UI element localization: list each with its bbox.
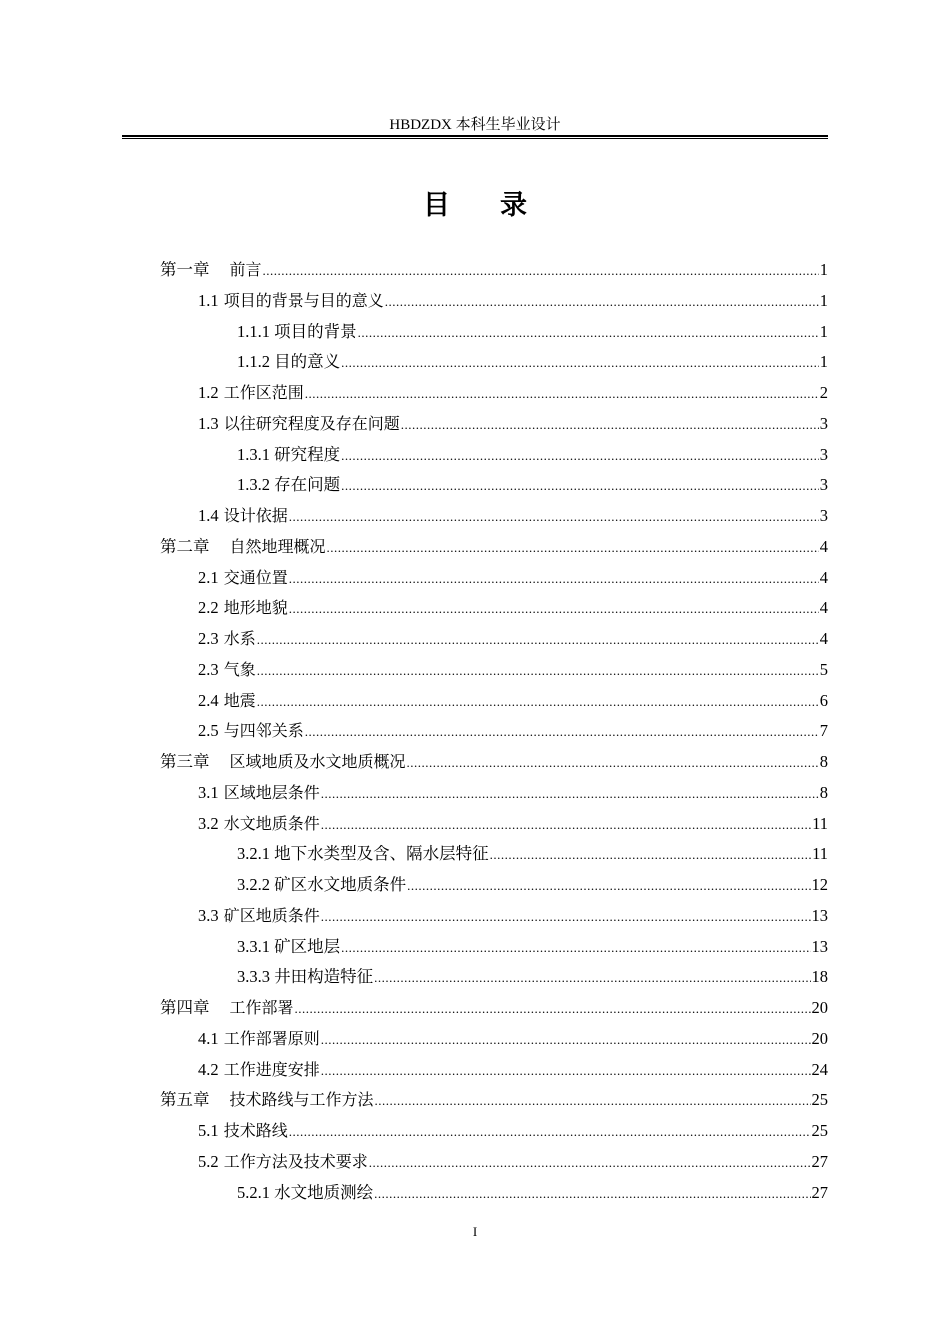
toc-entry-page: 7: [819, 721, 828, 741]
toc-dot-leader: [374, 963, 810, 994]
toc-entry-number: 2.3: [198, 629, 219, 648]
toc-entry[interactable]: [160, 1024, 828, 1055]
toc-entry-page: 4: [819, 567, 828, 587]
toc-entry[interactable]: [160, 901, 828, 932]
toc-entry[interactable]: [160, 563, 828, 594]
toc-entry-title: 技术路线: [223, 1121, 288, 1140]
toc-entry[interactable]: [160, 593, 828, 624]
toc-dot-leader: [295, 994, 811, 1025]
toc-entry-number: 5.2.1: [237, 1182, 270, 1202]
toc-entry-label: [160, 993, 294, 1024]
toc-entry-label: [198, 809, 320, 840]
toc-entry-page: 20: [811, 1028, 828, 1048]
toc-entry-number: 3.3: [198, 905, 219, 925]
toc-entry-page: 11: [812, 813, 828, 833]
toc-dot-leader: [401, 410, 819, 441]
toc-dot-leader: [257, 687, 819, 718]
toc-dot-leader: [341, 933, 810, 964]
toc-entry-title: 地下水类型及含、隔水层特征: [274, 844, 489, 864]
toc-entry-title: 地震: [223, 690, 256, 710]
toc-entry-page: 1: [819, 321, 828, 341]
toc-entry-label: [198, 624, 256, 655]
toc-entry-number: 2.5: [198, 721, 219, 741]
toc-entry-title: 研究程度: [274, 444, 341, 464]
toc-dot-leader: [289, 502, 819, 533]
toc-entry-title: 工作部署原则: [223, 1028, 320, 1048]
page-number: I: [472, 1224, 478, 1239]
toc-entry[interactable]: [160, 347, 828, 378]
toc-entry-title: 交通位置: [223, 567, 288, 587]
toc-entry-label: [237, 317, 357, 348]
toc-entry[interactable]: [160, 378, 828, 409]
toc-entry-title: 项目的背景与目的意义: [223, 290, 384, 310]
toc-entry-title: 目的意义: [274, 352, 341, 372]
toc-dot-leader: [321, 902, 811, 933]
toc-entry-page: 5: [819, 659, 828, 679]
toc-entry-title: 前言: [229, 260, 262, 279]
toc-entry-number: 3.1: [198, 782, 219, 802]
toc-entry[interactable]: [160, 1055, 828, 1086]
toc-entry-page: 6: [819, 690, 828, 710]
toc-entry[interactable]: [160, 317, 828, 348]
toc-entry[interactable]: [160, 501, 828, 532]
toc-entry-number: 2.1: [198, 567, 219, 587]
toc-entry-number: 1.2: [198, 383, 219, 402]
toc-entry-title: 水文地质测绘: [274, 1182, 374, 1202]
toc-entry-number: 2.3: [198, 659, 219, 679]
toc-dot-leader: [341, 471, 819, 502]
toc-entry-label: [198, 501, 288, 532]
toc-entry-title: 井田构造特征: [274, 967, 374, 987]
header-rule-thin: [122, 138, 828, 139]
toc-entry-title: 区域地质及水文地质概况: [229, 752, 406, 771]
toc-entry-page: 8: [819, 782, 828, 802]
toc-dot-leader: [289, 594, 819, 625]
toc-entry-page: 3: [819, 506, 828, 525]
toc-dot-leader: [341, 441, 819, 472]
toc-entry-page: 12: [811, 875, 828, 894]
toc-entry-page: 3: [819, 444, 828, 464]
running-header: HBDZDX 本科生毕业设计: [389, 117, 561, 133]
toc-entry-label: [237, 1178, 373, 1209]
toc-entry[interactable]: [160, 778, 828, 809]
toc-entry-number: 1.4: [198, 506, 219, 525]
toc-entry-label: [198, 686, 256, 717]
toc-entry-page: 25: [811, 1090, 828, 1110]
toc-dot-leader: [369, 1148, 811, 1179]
toc-entry[interactable]: [160, 532, 828, 563]
toc-entry[interactable]: [160, 286, 828, 317]
toc-entry-page: 8: [819, 752, 828, 771]
toc-entry-number: 1.3: [198, 413, 219, 433]
toc-entry-label: [198, 1147, 368, 1178]
toc-entry-title: 以往研究程度及存在问题: [223, 413, 400, 433]
toc-entry[interactable]: [160, 1116, 828, 1147]
toc-entry-page: 1: [819, 352, 828, 372]
toc-dot-leader: [327, 533, 819, 564]
toc-entry-title: 矿区地质条件: [223, 905, 320, 925]
toc-entry-title: 地形地貌: [223, 598, 288, 618]
toc-entry-page: 27: [811, 1151, 828, 1171]
toc-entry-label: [237, 347, 340, 378]
toc-entry-page: 4: [819, 536, 828, 556]
toc-entry[interactable]: [160, 870, 828, 901]
toc-dot-leader: [305, 717, 819, 748]
toc-entry-label: [198, 778, 320, 809]
toc-entry-number: 4.2: [198, 1059, 219, 1079]
toc-entry[interactable]: [160, 1147, 828, 1178]
toc-entry-label: [198, 286, 384, 317]
toc-entry[interactable]: [160, 255, 828, 286]
toc-entry-label: [237, 870, 406, 901]
toc-entry-number: 5.2: [198, 1151, 219, 1171]
toc-entry-title: 水文地质条件: [223, 813, 320, 833]
toc-entry-number: 2.4: [198, 690, 219, 710]
toc-entry-number: 3.2: [198, 813, 219, 833]
toc-entry-page: 4: [819, 629, 828, 648]
toc-entry[interactable]: [160, 809, 828, 840]
toc-entry-title: 与四邻关系: [223, 721, 304, 741]
toc-entry-label: [160, 532, 326, 563]
toc-entry-label: [237, 962, 373, 993]
toc-entry-title: 工作部署: [229, 998, 294, 1017]
toc-entry[interactable]: [160, 932, 828, 963]
toc-entry-label: [160, 255, 262, 286]
toc-entry-number: 第一章: [160, 260, 210, 279]
toc-entry-title: 矿区地层: [274, 936, 341, 956]
toc-entry[interactable]: [160, 839, 828, 870]
toc-dot-leader: [321, 1025, 811, 1056]
toc-entry-page: 3: [819, 413, 828, 433]
toc-entry-number: 4.1: [198, 1028, 219, 1048]
toc-dot-leader: [321, 810, 811, 841]
toc-dot-leader: [490, 840, 811, 871]
toc-entry-label: [198, 1055, 320, 1086]
toc-entry[interactable]: [160, 962, 828, 993]
toc-entry-number: 5.1: [198, 1121, 219, 1140]
toc-entry-label: [160, 747, 406, 778]
toc-entry-label: [198, 1116, 288, 1147]
toc-entry-title: 区域地层条件: [223, 782, 320, 802]
toc-entry-number: 第二章: [160, 536, 210, 556]
toc-entry-title: 自然地理概况: [229, 536, 326, 556]
toc-dot-leader: [341, 348, 819, 379]
toc-entry[interactable]: [160, 993, 828, 1024]
toc-entry-number: 3.2.1: [237, 844, 270, 864]
toc-dot-leader: [374, 1179, 810, 1210]
toc-dot-leader: [263, 256, 819, 287]
toc-entry-number: 1.3.2: [237, 475, 270, 495]
toc-entry-label: [237, 839, 489, 870]
toc-entry[interactable]: [160, 470, 828, 501]
toc-dot-leader: [358, 318, 819, 349]
toc-entry[interactable]: [160, 624, 828, 655]
toc-entry-page: 27: [811, 1182, 828, 1202]
toc-dot-leader: [305, 379, 819, 410]
toc-entry-label: [198, 563, 288, 594]
toc-entry-title: 工作进度安排: [223, 1059, 320, 1079]
toc-entry-number: 第五章: [160, 1090, 210, 1110]
toc-entry-number: 第三章: [160, 752, 210, 771]
toc-entry-number: 2.2: [198, 598, 219, 618]
toc-entry-page: 1: [819, 260, 828, 279]
toc-dot-leader: [407, 871, 810, 902]
toc-entry-number: 3.3.1: [237, 936, 270, 956]
toc-dot-leader: [257, 625, 819, 656]
toc-entry-number: 第四章: [160, 998, 210, 1017]
toc-dot-leader: [289, 564, 819, 595]
toc-dot-leader: [321, 779, 819, 810]
toc-entry-title: 存在问题: [274, 475, 341, 495]
toc-entry-page: 24: [811, 1059, 828, 1079]
toc-entry-label: [198, 593, 288, 624]
toc-entry-label: [160, 1085, 374, 1116]
toc-entry-page: 13: [811, 905, 828, 925]
toc-entry-title: 矿区水文地质条件: [274, 875, 407, 894]
toc-entry[interactable]: [160, 686, 828, 717]
table-of-contents: [160, 255, 828, 1208]
toc-dot-leader: [407, 748, 819, 779]
toc-entry-page: 20: [811, 998, 828, 1017]
toc-entry-title: 项目的背景: [274, 321, 357, 341]
toc-entry[interactable]: [160, 716, 828, 747]
toc-dot-leader: [257, 656, 819, 687]
toc-entry-number: 1.3.1: [237, 444, 270, 464]
toc-entry-title: 技术路线与工作方法: [229, 1090, 374, 1110]
toc-entry-title: 水系: [223, 629, 256, 648]
toc-entry-number: 1.1: [198, 290, 219, 310]
toc-entry-page: 13: [811, 936, 828, 956]
toc-entry-title: 工作区范围: [223, 383, 304, 402]
toc-entry-label: [198, 409, 400, 440]
toc-entry-page: 18: [811, 967, 828, 987]
toc-entry-page: 3: [819, 475, 828, 495]
toc-entry-number: 1.1.1: [237, 321, 270, 341]
toc-entry[interactable]: [160, 655, 828, 686]
toc-entry-label: [198, 655, 256, 686]
toc-entry-label: [198, 901, 320, 932]
toc-entry-page: 4: [819, 598, 828, 618]
toc-entry[interactable]: [160, 409, 828, 440]
toc-entry-label: [237, 440, 340, 471]
toc-entry[interactable]: [160, 1085, 828, 1116]
page-title: 目录: [423, 190, 577, 221]
toc-entry-page: 25: [811, 1121, 828, 1140]
toc-dot-leader: [321, 1056, 811, 1087]
toc-entry-page: 1: [819, 290, 828, 310]
toc-entry-label: [237, 932, 340, 963]
toc-entry-title: 气象: [223, 659, 256, 679]
toc-entry[interactable]: [160, 440, 828, 471]
toc-entry-label: [198, 716, 304, 747]
toc-entry[interactable]: [160, 747, 828, 778]
toc-entry-number: 1.1.2: [237, 352, 270, 372]
toc-entry[interactable]: [160, 1178, 828, 1209]
toc-entry-title: 设计依据: [223, 506, 288, 525]
toc-entry-title: 工作方法及技术要求: [223, 1151, 368, 1171]
header-rule-thick: [122, 135, 828, 137]
toc-dot-leader: [385, 287, 819, 318]
toc-dot-leader: [375, 1086, 811, 1117]
toc-entry-label: [237, 470, 340, 501]
toc-entry-label: [198, 378, 304, 409]
toc-entry-number: 3.3.3: [237, 967, 270, 987]
toc-entry-label: [198, 1024, 320, 1055]
toc-entry-page: 2: [819, 383, 828, 402]
toc-entry-page: 11: [812, 844, 828, 864]
toc-entry-number: 3.2.2: [237, 875, 270, 894]
toc-dot-leader: [289, 1117, 811, 1148]
